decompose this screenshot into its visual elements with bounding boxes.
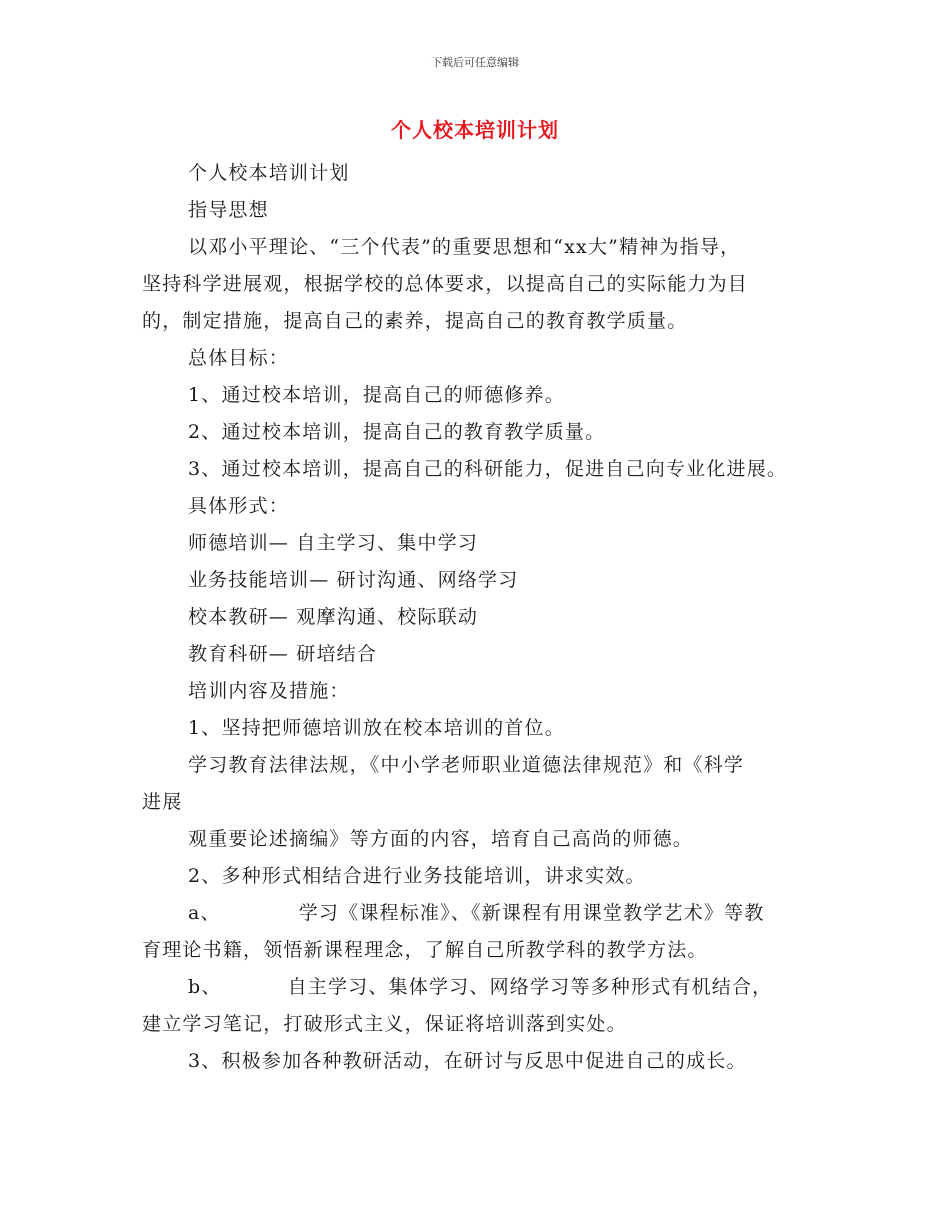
measure-item-2: 2、多种形式相结合进行业务技能培训，讲求实效。	[188, 865, 646, 887]
item-b-line2: 建立学习笔记，打破形式主义，保证将培训落到实处。	[142, 1013, 627, 1035]
form-item-4: 教育科研— 研培结合	[188, 643, 378, 665]
item-a-text: 学习《课程标准》、《新课程有用课堂教学艺术》等教	[298, 902, 765, 924]
item-b-marker: b、	[188, 976, 222, 998]
guiding-paragraph-line2: 坚持科学进展观，根据学校的总体要求，以提高自己的实际能力为目	[142, 273, 749, 295]
guiding-paragraph-line1: 以邓小平理论、“三个代表”的重要思想和“xx大”精神为指导，	[188, 236, 741, 258]
form-item-1: 师德培训— 自主学习、集中学习	[188, 532, 479, 554]
goals-heading: 总体目标：	[188, 347, 290, 369]
forms-heading: 具体形式：	[188, 495, 290, 517]
measure-item-3: 3、积极参加各种教研活动，在研讨与反思中促进自己的成长。	[188, 1050, 747, 1072]
measures-heading: 培训内容及措施：	[188, 680, 350, 702]
goal-item-2: 2、通过校本培训，提高自己的教育教学质量。	[188, 421, 606, 443]
item-b-text: 自主学习、集体学习、网络学习等多种形式有机结合，	[287, 976, 773, 998]
goal-item-1: 1、通过校本培训，提高自己的师德修养。	[188, 384, 565, 406]
form-item-3: 校本教研— 观摩沟通、校际联动	[188, 606, 479, 628]
measure-1-paragraph-line1: 学习教育法律法规，《中小学老师职业道德法律规范》和《科学	[188, 754, 745, 776]
document-title: 个人校本培训计划	[391, 118, 559, 142]
item-a-line1	[142, 895, 832, 932]
subtitle: 个人校本培训计划	[188, 162, 350, 184]
item-a-marker: a、	[188, 902, 221, 924]
form-item-2: 业务技能培训— 研讨沟通、网络学习	[188, 569, 519, 591]
measure-item-1: 1、坚持把师德培训放在校本培训的首位。	[188, 717, 565, 739]
item-a-line2: 育理论书籍，领悟新课程理念，了解自己所教学科的教学方法。	[142, 939, 708, 961]
document-body	[142, 155, 832, 1080]
guiding-heading: 指导思想	[188, 199, 269, 221]
measure-1-paragraph-line2: 进展	[142, 791, 183, 813]
measure-1-paragraph-line3: 观重要论述摘编》等方面的内容，培育自己高尚的师德。	[188, 828, 694, 850]
header-note: 下载后可任意编辑	[431, 56, 519, 69]
goal-item-3: 3、通过校本培训，提高自己的科研能力，促进自己向专业化进展。	[188, 458, 788, 480]
item-b-line1	[142, 969, 832, 1006]
guiding-paragraph-line3: 的，制定措施，提高自己的素养，提高自己的教育教学质量。	[142, 310, 688, 332]
